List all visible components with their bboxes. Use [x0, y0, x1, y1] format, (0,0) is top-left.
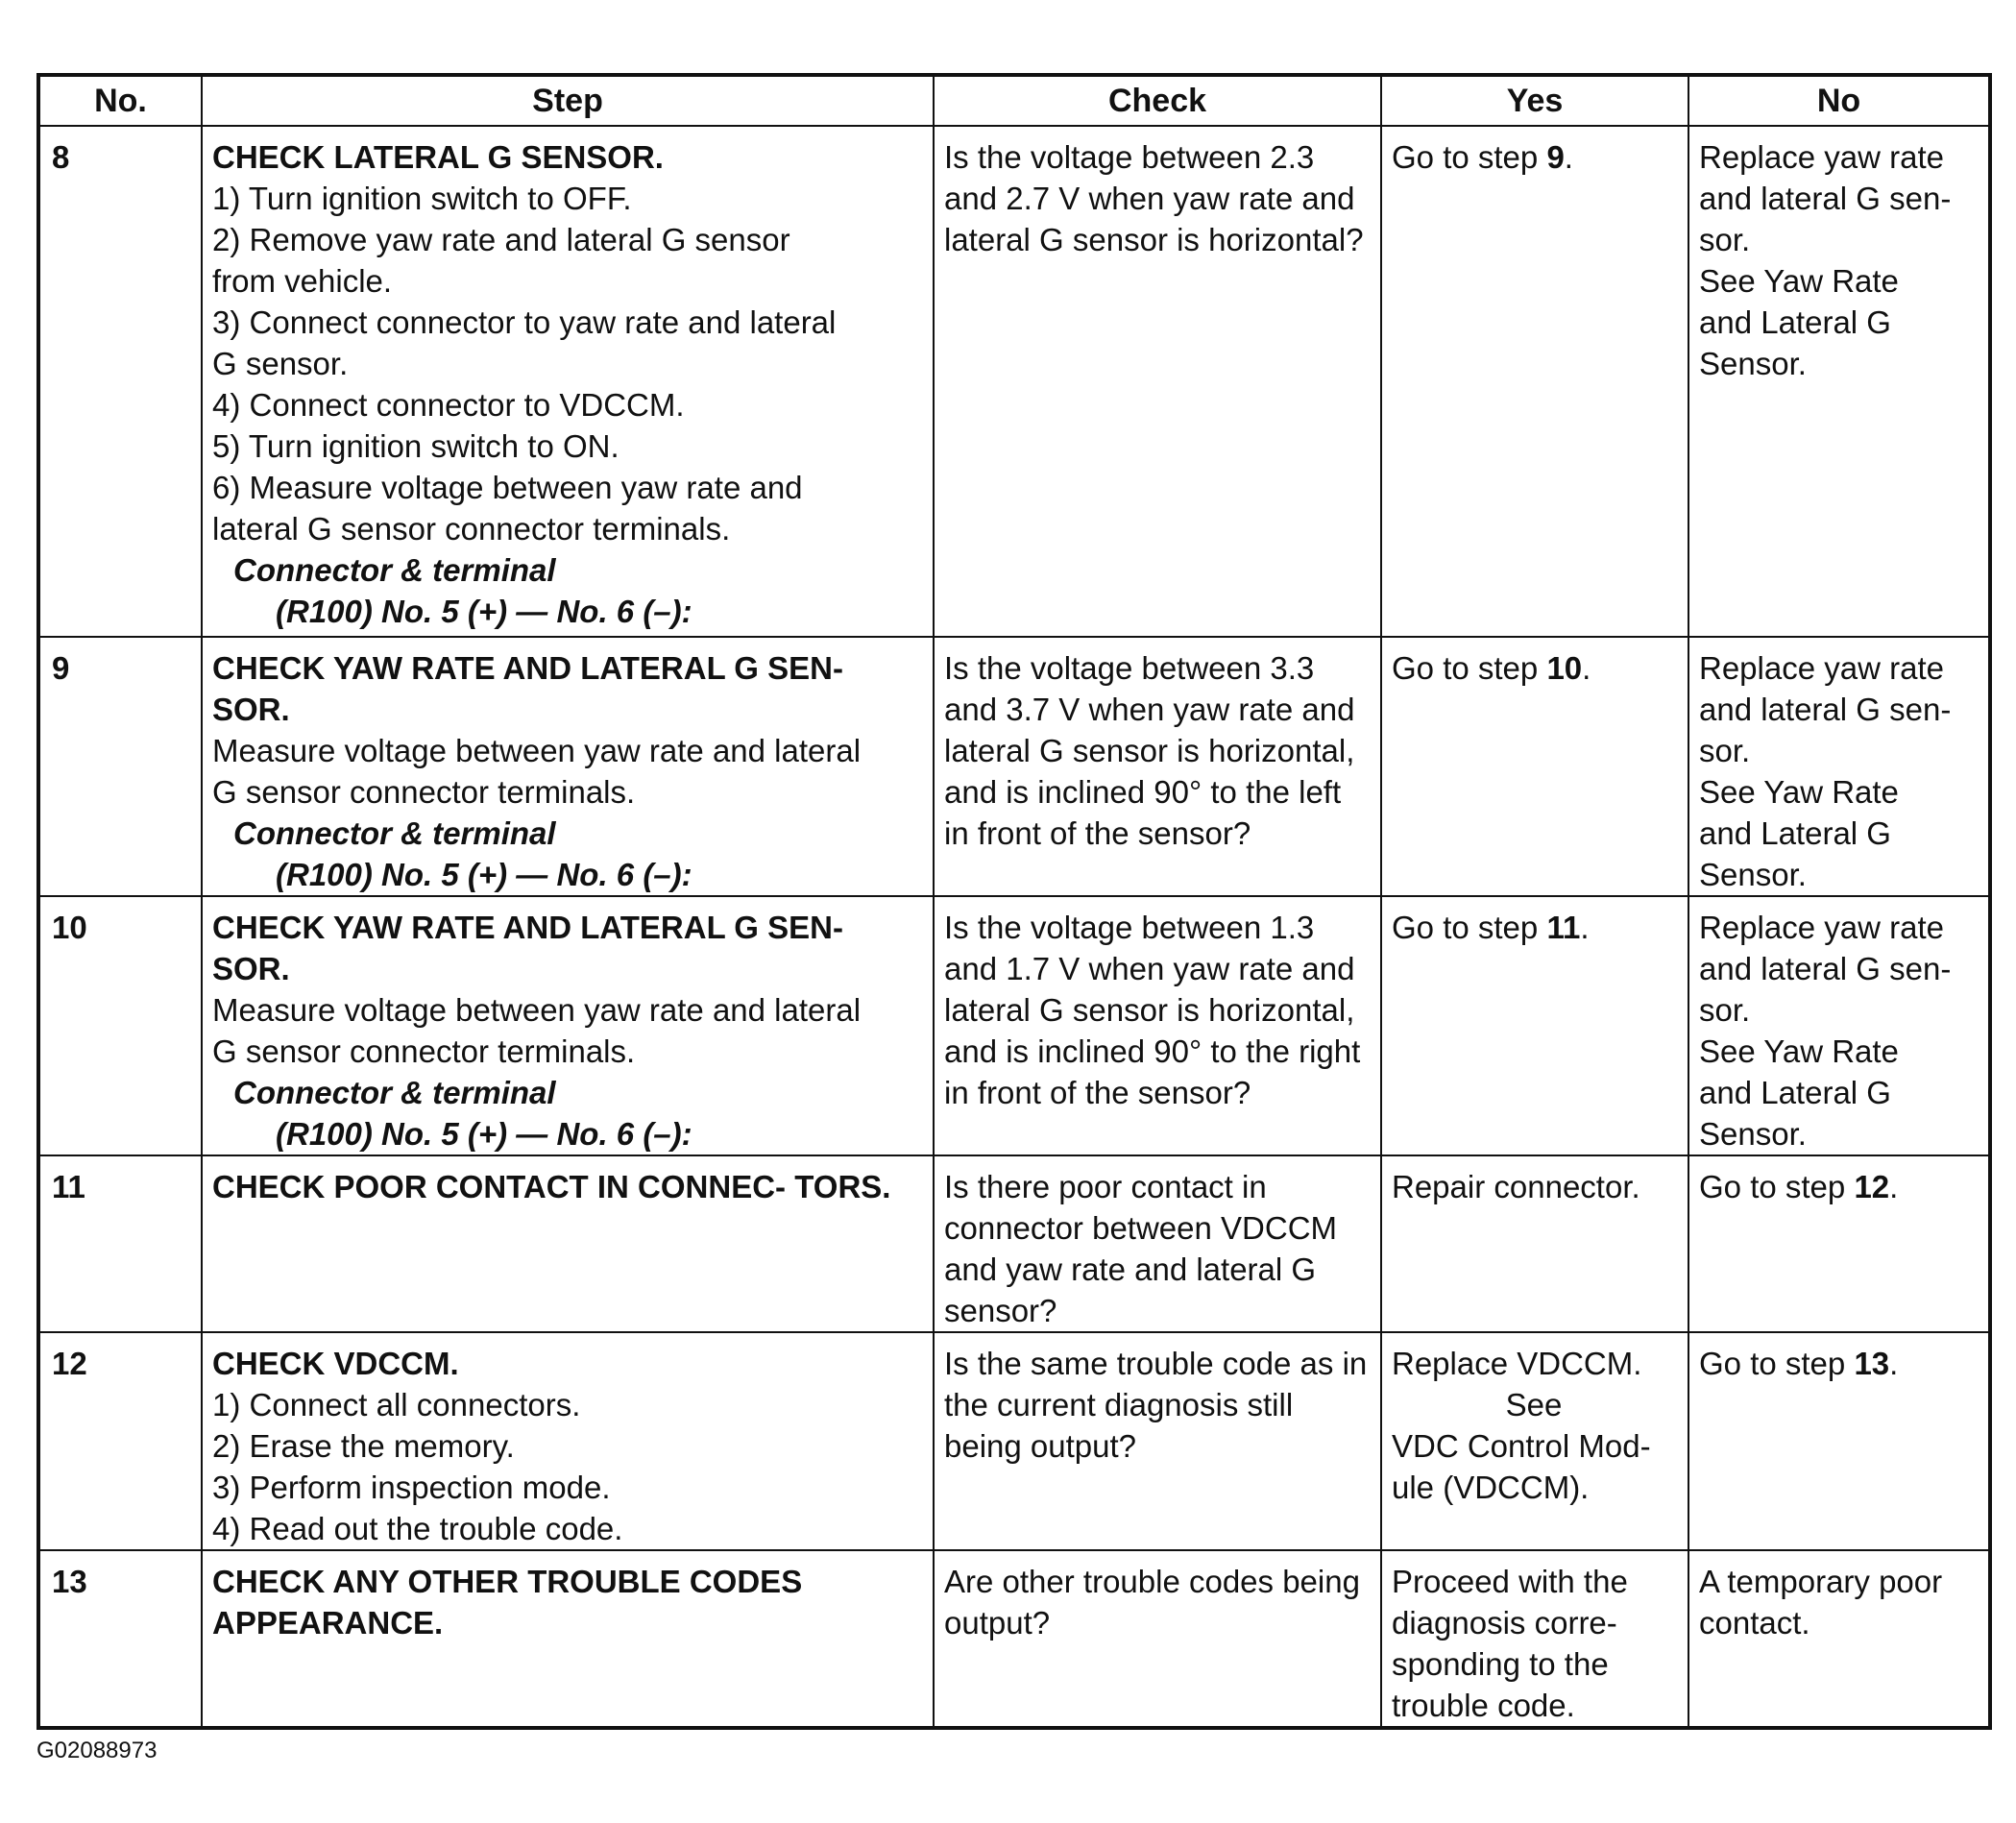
no-line: and lateral G sen- [1699, 181, 1952, 216]
no-line: Replace yaw rate [1699, 650, 1944, 686]
check-cell: Are other trouble codes being output? [934, 1550, 1381, 1728]
no-line: sor. [1699, 733, 1751, 768]
step-cell [202, 637, 934, 896]
step-cell [202, 1550, 934, 1728]
yes-text: Go to step [1392, 910, 1547, 945]
yes-cell: Repair connector. [1381, 1155, 1688, 1332]
yes-step-ref: 10 [1546, 650, 1583, 686]
step-cell [202, 896, 934, 1155]
no-cell [1688, 896, 1990, 1155]
figure-id: G02088973 [36, 1738, 158, 1763]
yes-cell [1381, 896, 1688, 1155]
no-end: . [1889, 1169, 1899, 1204]
table-row [38, 1550, 1990, 1728]
no-line: Replace yaw rate [1699, 139, 1944, 175]
connector-label: Connector & terminal [233, 1075, 556, 1110]
no-line: and lateral G sen- [1699, 692, 1952, 727]
step-line: 1) Turn ignition switch to OFF. [212, 181, 632, 216]
step-number: 10 [38, 896, 202, 1155]
no-line: sor. [1699, 992, 1751, 1028]
see-label: See [1505, 1387, 1563, 1422]
no-line: and Lateral G [1699, 1075, 1891, 1110]
step-line: from vehicle. [212, 263, 393, 299]
yes-text: Go to step [1392, 650, 1547, 686]
step-line: Measure voltage between yaw rate and lateral [212, 992, 862, 1028]
table-row [38, 1155, 1990, 1332]
header-check: Check [934, 75, 1381, 126]
no-cell: A temporary poor contact. [1688, 1550, 1990, 1728]
step-cell [202, 1155, 934, 1332]
yes-end: . [1564, 139, 1573, 175]
table-row [38, 896, 1990, 1155]
step-line: Measure voltage between yaw rate and lateral [212, 733, 862, 768]
no-line: Replace yaw rate [1699, 910, 1944, 945]
step-title: CHECK LATERAL G SENSOR. [212, 139, 664, 175]
no-line: and lateral G sen- [1699, 951, 1952, 986]
no-text: Go to step [1699, 1346, 1855, 1381]
yes-cell [1381, 1332, 1688, 1550]
yes-cell: Proceed with the diagnosis corre- sponding to the trouble code. [1381, 1550, 1688, 1728]
step-line: 4) Read out the trouble code. [212, 1511, 623, 1546]
table-row [38, 637, 1990, 896]
step-line: lateral G sensor connector terminals. [212, 511, 731, 547]
step-line: 3) Perform inspection mode. [212, 1470, 611, 1505]
header-no: No. [38, 75, 202, 126]
check-cell: Is the voltage between 3.3 and 3.7 V when yaw rate and lateral G sensor is horizontal, and is inclined 90° to the left in front of the sensor? [934, 637, 1381, 896]
step-number: 12 [38, 1332, 202, 1550]
no-line: See Yaw Rate [1699, 1033, 1899, 1069]
header-row [38, 75, 1990, 126]
yes-end: . [1582, 650, 1591, 686]
no-cell [1688, 1332, 1990, 1550]
no-line: and Lateral G [1699, 304, 1891, 340]
step-line: 1) Connect all connectors. [212, 1387, 581, 1422]
connector-label: Connector & terminal [233, 552, 556, 588]
no-end: . [1889, 1346, 1899, 1381]
step-line: G sensor connector terminals. [212, 1033, 636, 1069]
step-cell [202, 1332, 934, 1550]
no-text: Go to step [1699, 1169, 1855, 1204]
yes-cell [1381, 126, 1688, 637]
yes-end: . [1580, 910, 1590, 945]
no-step-ref: 13 [1854, 1346, 1890, 1381]
step-title: CHECK YAW RATE AND LATERAL G SEN- SOR. [212, 910, 843, 986]
yes-line: VDC Control Mod- ule (VDCCM). [1392, 1428, 1651, 1505]
no-line: Sensor. [1699, 857, 1807, 892]
no-cell [1688, 1155, 1990, 1332]
step-title: CHECK ANY OTHER TROUBLE CODES APPEARANCE. [212, 1564, 803, 1641]
step-line: 2) Remove yaw rate and lateral G sensor [212, 222, 790, 257]
step-number: 8 [38, 126, 202, 637]
step-line: 5) Turn ignition switch to ON. [212, 428, 619, 464]
yes-step-ref: 11 [1546, 910, 1581, 945]
no-cell [1688, 637, 1990, 896]
no-step-ref: 12 [1854, 1169, 1890, 1204]
step-cell [202, 126, 934, 637]
check-cell: Is the same trouble code as in the current diagnosis still being output? [934, 1332, 1381, 1550]
step-title: CHECK VDCCM. [212, 1346, 459, 1381]
step-title: CHECK POOR CONTACT IN CONNEC- TORS. [212, 1169, 891, 1204]
step-line: 6) Measure voltage between yaw rate and [212, 470, 803, 505]
step-title: CHECK YAW RATE AND LATERAL G SEN- SOR. [212, 650, 843, 727]
connector-value: (R100) No. 5 (+) — No. 6 (–): [276, 594, 692, 629]
yes-cell [1381, 637, 1688, 896]
diagnostic-table [36, 73, 1992, 1730]
yes-text: Go to step [1392, 139, 1547, 175]
header-yes: Yes [1381, 75, 1688, 126]
step-line: G sensor. [212, 346, 349, 381]
check-cell: Is the voltage between 1.3 and 1.7 V when yaw rate and lateral G sensor is horizontal, and is inclined 90° to the right in front of the sensor? [934, 896, 1381, 1155]
table-row [38, 1332, 1990, 1550]
table-row [38, 126, 1990, 637]
no-line: See Yaw Rate [1699, 263, 1899, 299]
no-cell [1688, 126, 1990, 637]
yes-line: Replace VDCCM. [1392, 1346, 1642, 1381]
connector-label: Connector & terminal [233, 815, 556, 851]
no-line: and Lateral G [1699, 815, 1891, 851]
yes-step-ref: 9 [1546, 139, 1565, 175]
no-line: sor. [1699, 222, 1751, 257]
step-line: 2) Erase the memory. [212, 1428, 515, 1464]
check-cell: Is the voltage between 2.3 and 2.7 V when yaw rate and lateral G sensor is horizontal? [934, 126, 1381, 637]
step-line: G sensor connector terminals. [212, 774, 636, 810]
header-step: Step [202, 75, 934, 126]
step-number: 11 [38, 1155, 202, 1332]
no-line: Sensor. [1699, 1116, 1807, 1152]
step-line: 3) Connect connector to yaw rate and lateral [212, 304, 837, 340]
header-no-result: No [1688, 75, 1990, 126]
connector-value: (R100) No. 5 (+) — No. 6 (–): [276, 1116, 692, 1152]
step-number: 9 [38, 637, 202, 896]
step-line: 4) Connect connector to VDCCM. [212, 387, 685, 423]
check-cell: Is there poor contact in connector between VDCCM and yaw rate and lateral G sensor? [934, 1155, 1381, 1332]
no-line: See Yaw Rate [1699, 774, 1899, 810]
no-line: Sensor. [1699, 346, 1807, 381]
connector-value: (R100) No. 5 (+) — No. 6 (–): [276, 857, 692, 892]
step-number: 13 [38, 1550, 202, 1728]
